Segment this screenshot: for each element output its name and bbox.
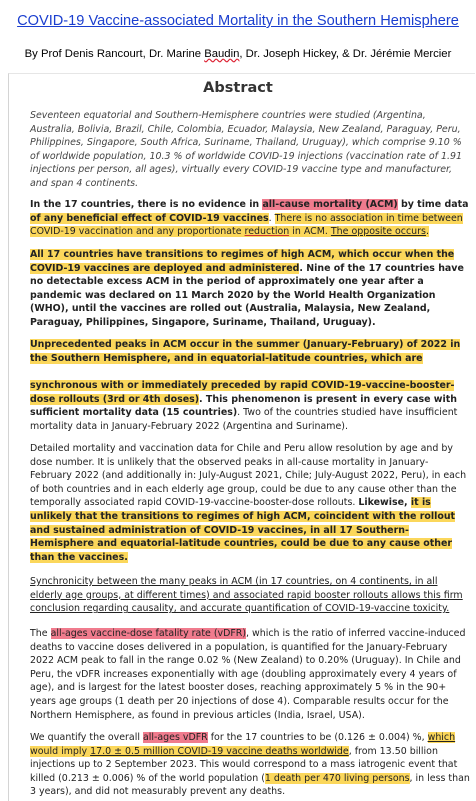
p3-highlight: COVID-19 vaccines are deployed and administered (30, 262, 300, 274)
p7-text: , which is the ratio of inferred vaccine-induced (246, 628, 466, 639)
p7-line: deaths to vaccine doses delivered in a population, is quantified for the January-February (30, 641, 448, 653)
p7-line: 2022 ACM peak to fall in the range 0.02 % (New Zealand) to 0.20% (Uruguay). In Chile and (30, 655, 461, 667)
abstract-paragraph-5 (30, 442, 467, 564)
p3-text: pandemic was declared on 11 March 2020 by the World Health Organization (30, 289, 436, 301)
p2-highlight: of any beneficial effect of COVID-19 vaccines (30, 212, 269, 224)
p8-text: killed (0.213 ± 0.006) % of the world population ( (30, 772, 265, 784)
p3-text: no detectable excess ACM in the period of approximately one year after a (30, 276, 424, 288)
p1-line: Philippines, Singapore, South Africa, Suriname, Thailand, Uruguay), which comprise 9.10 % (30, 137, 462, 149)
p2-highlight: COVID-19 vaccination and any proportionate (30, 226, 245, 238)
p8-highlight-underlined: which (427, 732, 456, 743)
p2-highlight: in ACM. (289, 226, 331, 238)
p1-line: of worldwide population, 10.3 % of worldwide COVID-19 injections (vaccination rate of 1.91 (30, 150, 462, 162)
p2-highlight-underlined: The opposite occurs (330, 226, 426, 238)
p8-line: injections up to 2 September 2023. This would correspond to a mass iatrogenic event that (30, 759, 458, 771)
p5-text: Likewise, (358, 497, 411, 509)
p8-highlight-underlined: 17.0 ± 0.5 million COVID-19 vaccine deaths worldwide (90, 745, 349, 757)
p5-highlight: it is (410, 497, 431, 509)
p5-line: February 2022 (and additionally in: July-August 2021, Chile; July-August 2022, Peru), in each (30, 470, 467, 482)
p7-text: The (30, 628, 51, 639)
p2-text: by time data (397, 199, 469, 210)
p7-line: age), and is largest for the latest booster doses, reaching approximately 5 % in the 90+ (30, 682, 447, 694)
p2-text: . (268, 212, 275, 224)
p8-text: , from 13.50 billion (348, 745, 438, 757)
p3-text: . Nine of the 17 countries have (299, 262, 464, 274)
authors-part-2: , Dr. Joseph Hickey, & Dr. Jérémie Mercier (239, 48, 452, 60)
p3-text: Paraguay, Philippines, Singapore, Suriname, Thailand, Uruguay). (30, 316, 376, 328)
p8-text: We quantify the overall (30, 732, 143, 743)
abstract-paragraph-2 (30, 198, 469, 239)
abstract-paragraph-3 (30, 248, 464, 330)
p4-text: . This phenomenon is present in every case with (199, 393, 457, 405)
p5-line: dose number. It is unlikely that the observed peaks in all-cause mortality in January- (30, 456, 429, 468)
p8-highlight: all-ages vDFR (142, 732, 208, 743)
p7-line: Peru, the vDFR increases exponentially with age (doubling approximately every 4 years of (30, 668, 457, 680)
p4-text: . Two of the countries studied have insufficient (237, 407, 458, 419)
p5-highlight: than the vaccines. (30, 551, 128, 563)
p1-line: Australia, Bolivia, Brazil, Chile, Colombia, Ecuador, Malaysia, New Zealand, Paraguay, Peru, (30, 123, 461, 135)
abstract-paragraph-8 (30, 731, 470, 799)
p1-line: injections per person, all ages), virtually every COVID-19 vaccine type and manufacturer, (30, 164, 453, 176)
p5-highlight: Hemisphere and equatorial-latitude countries, could be due to any cause other (30, 538, 453, 550)
p4-highlight: dose rollouts (3rd or 4th doses) (30, 393, 200, 405)
p1-line: Seventeen equatorial and Southern-Hemisphere countries were studied (Argentina, (30, 110, 426, 121)
p4-text: mortality data in January-February 2022 (Argentina and Suriname). (30, 420, 348, 432)
p5-highlight: and sustained administration of COVID-19 vaccines, in all 17 Southern- (30, 524, 409, 536)
abstract-paragraph-7 (30, 627, 466, 722)
document-title[interactable]: COVID-19 Vaccine-associated Mortality in the Southern Hemisphere (17, 13, 459, 29)
p6-line: elderly age groups, at different times) and associated rapid booster rollouts allows this firm (30, 589, 463, 601)
abstract-paragraph-1 (30, 109, 460, 191)
author-line (0, 48, 476, 60)
p4-text: sufficient mortality data (15 countries) (30, 407, 238, 419)
p4-highlight: the Southern Hemisphere, and in equatorial-latitude countries, which are (30, 352, 423, 364)
p4-highlight: Unprecedented peaks in ACM occur in the summer (January-February) of 2022 in (30, 339, 461, 350)
p2-highlight: all-cause mortality (ACM) (262, 199, 398, 210)
p6-line: conclusion regarding causality, and accurate quantification of COVID-19-vaccine toxicity. (30, 603, 450, 615)
abstract-heading: Abstract (203, 80, 273, 96)
p5-line: of both countries and in each elderly age group, could be due to any cause other than the (30, 483, 457, 495)
p5-text: temporally associated rapid COVID-19-vaccine-booster-dose rollouts. (30, 497, 359, 509)
authors-baudin: Baudin (204, 48, 240, 60)
p2-text: In the 17 countries, there is no evidence in (30, 199, 263, 210)
abstract-paragraph-6 (30, 575, 463, 616)
p2-highlight: There is no association in time between (274, 212, 463, 224)
p7-line: years age groups (1 death per 20 injections of dose 4). Comparable results occur for the (30, 695, 449, 707)
p8-line: 3 years), and did not measurably prevent any deaths. (30, 786, 286, 798)
p8-text: , in less than (409, 772, 470, 784)
authors-part-1: By Prof Denis Rancourt, Dr. Marine (24, 48, 205, 60)
p1-line: and span 4 continents. (30, 177, 139, 189)
p6-line: Synchronicity between the many peaks in ACM (in 17 countries, on 4 continents, in all (30, 576, 438, 587)
p3-highlight: All 17 countries have transitions to regimes of high ACM, which occur when the (30, 249, 455, 260)
abstract-paragraph-4 (30, 338, 460, 434)
p2-highlight-underlined: reduction (244, 226, 290, 238)
p7-line: Northern Hemisphere, as found in previous articles (India, Israel, USA). (30, 709, 365, 721)
p8-highlight: 1 death per 470 living persons (264, 772, 410, 784)
p4-highlight: synchronous with or immediately preceded by rapid COVID-19-vaccine-booster- (30, 380, 455, 392)
p8-highlight: would imply (30, 745, 91, 757)
p8-text: for the 17 countries to be (0.126 ± 0.004) %, (207, 732, 428, 743)
p5-line: Detailed mortality and vaccination data for Chile and Peru allow resolution by age and by (30, 443, 453, 454)
p7-highlight: all-ages vaccine-dose fatality rate (vDFR) (50, 628, 247, 639)
p5-highlight: unlikely that the transitions to regimes of high ACM, coincident with the rollout (30, 510, 456, 522)
p2-highlight: . (425, 226, 429, 238)
p3-text: (WHO), until the vaccines are rolled out (Australia, Malaysia, New Zealand, (30, 303, 431, 315)
